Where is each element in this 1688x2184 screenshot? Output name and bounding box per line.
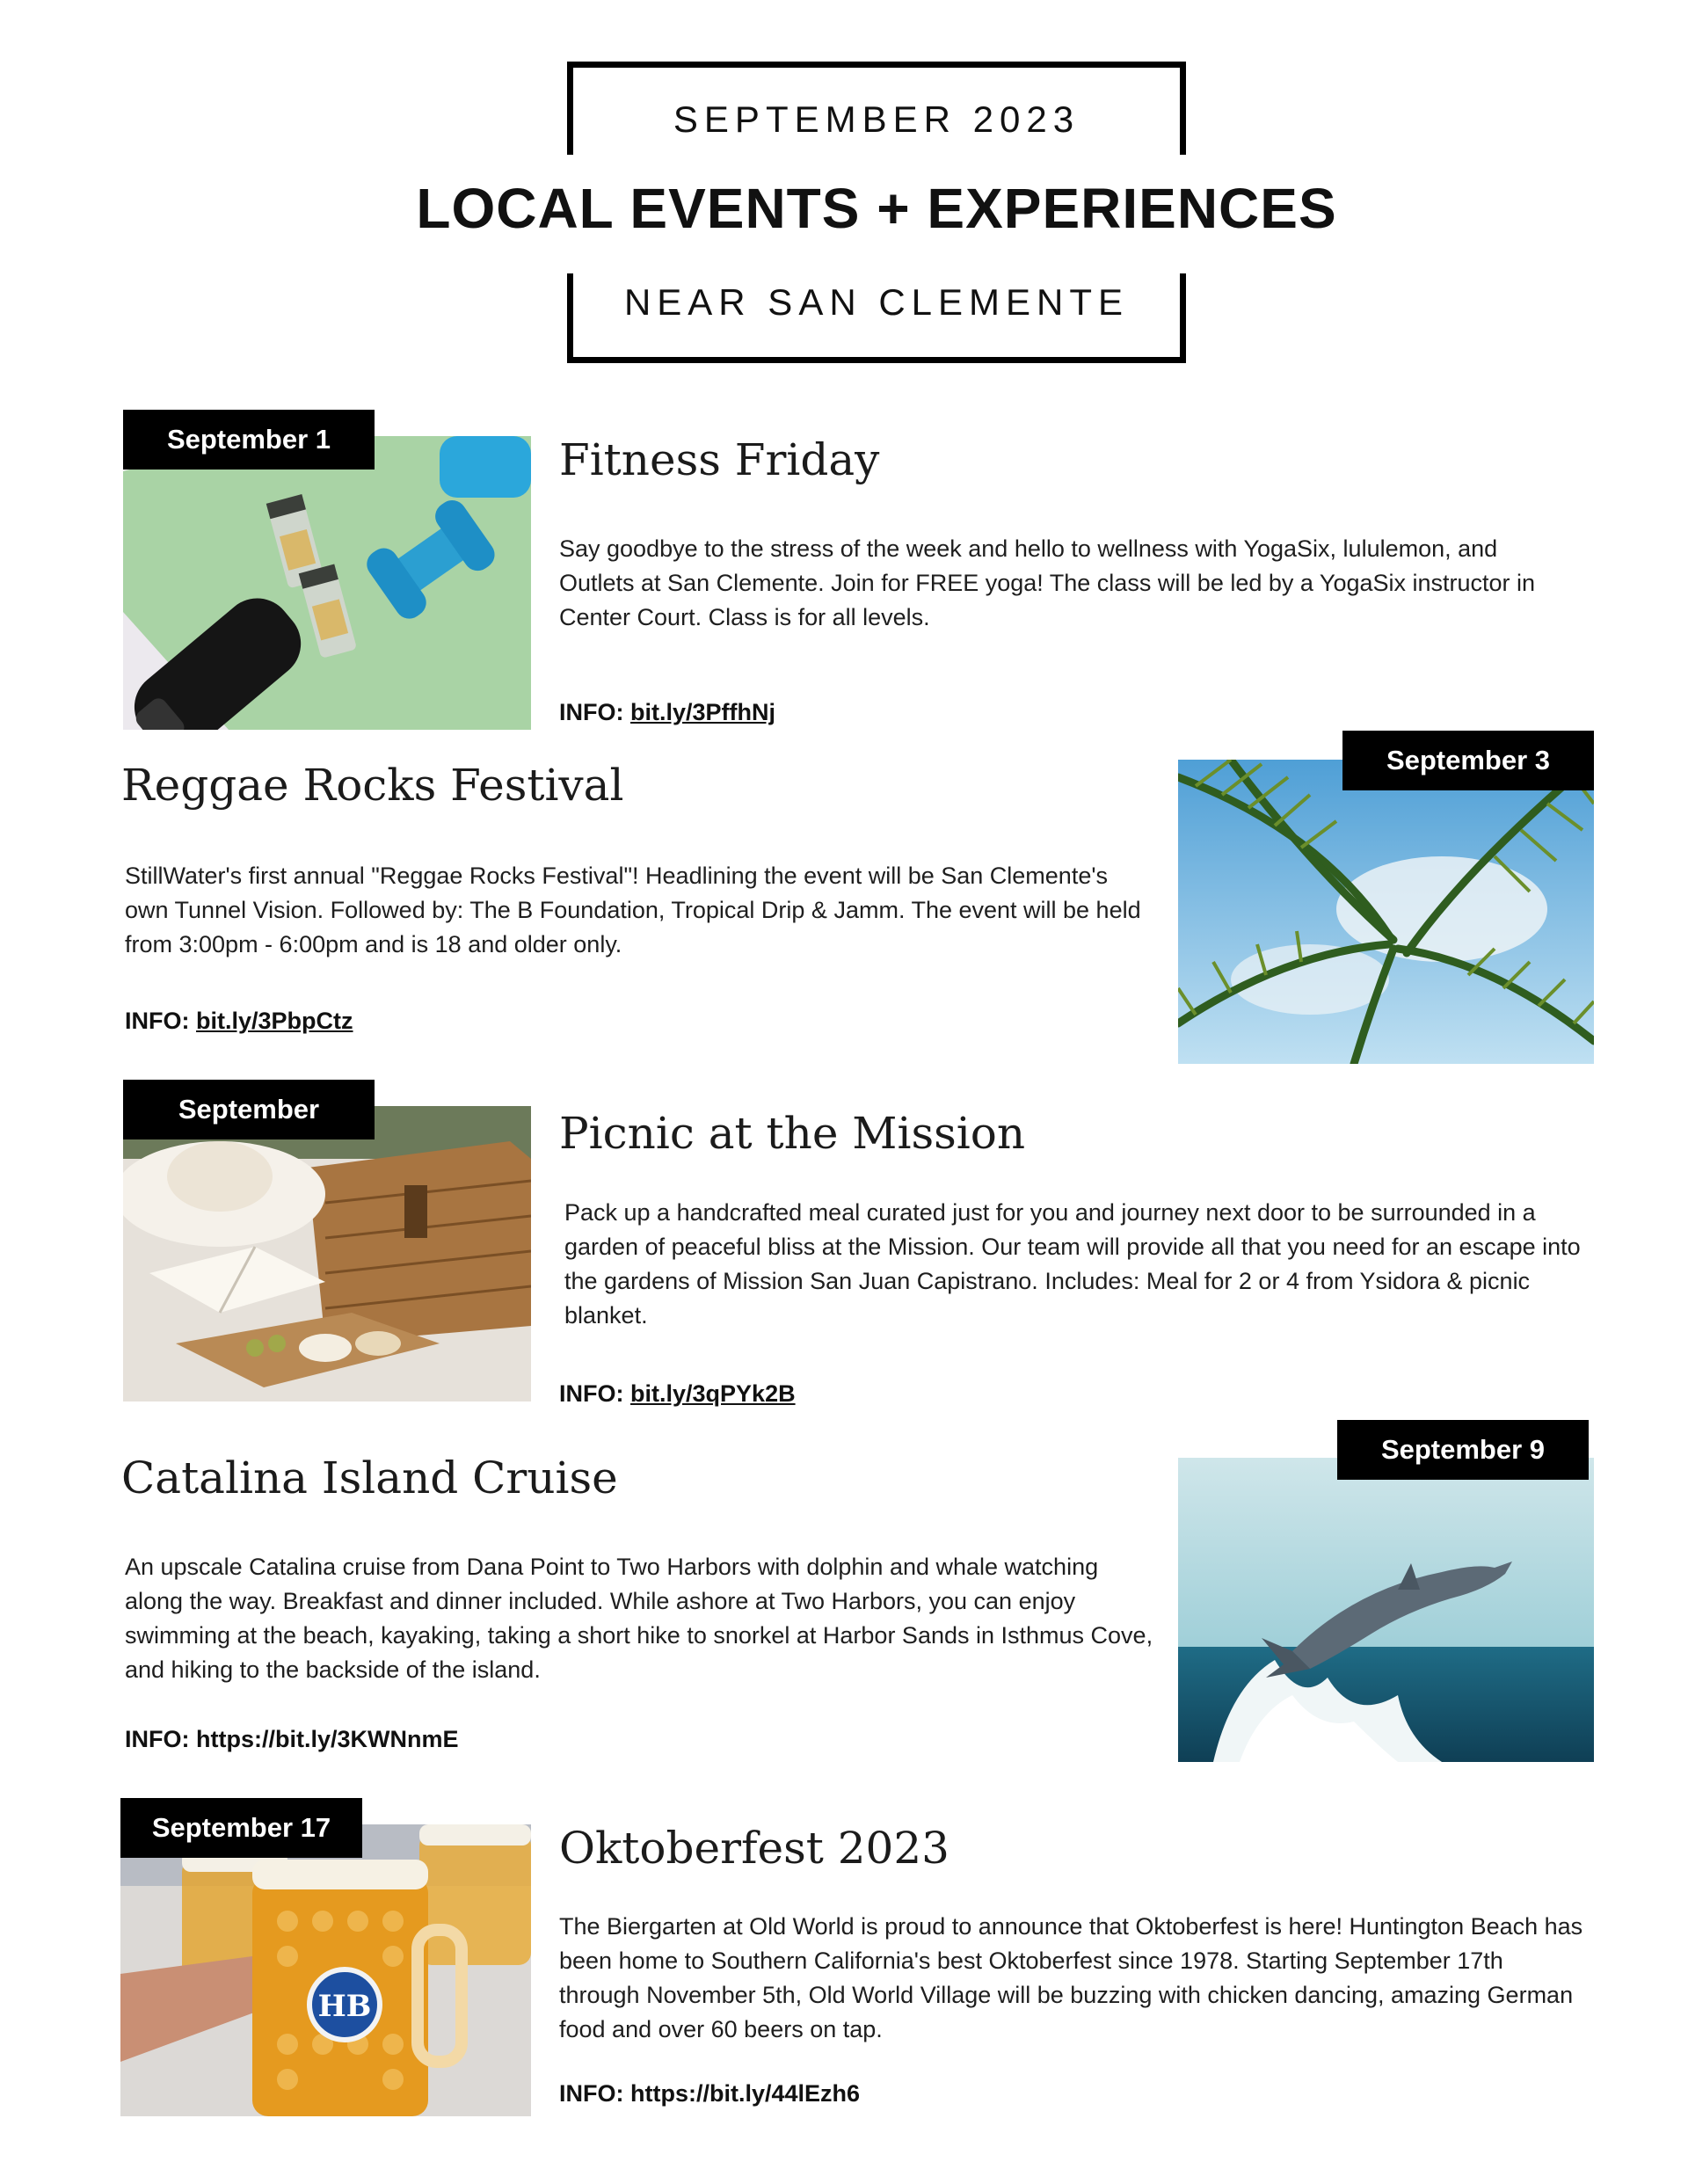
palm-tree-photo [1178,760,1594,1064]
event-description: Say goodbye to the stress of the week and hello to wellness with YogaSix, lululemon, and Outlets at San Clemente. Join for FREE yoga! The class will be led by a YogaSix instructor in Center Court. Class is for all levels. [559,535,1536,630]
event-description: StillWater's first annual "Reggae Rocks Festival"! Headlining the event will be San Clemente's own Tunnel Vision. Followed by: The B Foundation, Tropical Drip & Jamm. The event will be held from 3:00pm - 6:00pm and is 18 and older only. [125,863,1141,957]
date-badge: September 9 [1337,1420,1589,1480]
event-info [559,1380,796,1408]
event-title: Reggae Rocks Festival [121,760,624,811]
header-month: SEPTEMBER 2023 [673,98,1080,140]
date-badge: September 1 [123,410,375,470]
dolphin-photo [1178,1458,1594,1762]
event-title: Picnic at the Mission [559,1108,1026,1159]
date-badge: September 17 [120,1798,362,1858]
event-title: Catalina Island Cruise [121,1452,618,1503]
date-badge: September 3 [1342,731,1594,790]
info-label: INFO: [125,1008,190,1034]
hb-logo-text: HB [317,1989,372,2024]
event-description: An upscale Catalina cruise from Dana Point to Two Harbors with dolphin and whale watching along the way. Breakfast and dinner included. While ashore at Two Harbors, you can enjoy swimming at the beach, kayaking, taking a short hike to snorkel at Harbor Sands in Isthmus Cove, and hiking to the backside of the island. [125,1554,1153,1683]
picnic-photo [123,1106,531,1401]
event-info [125,1008,353,1035]
event-description: Pack up a handcrafted meal curated just for you and journey next door to be surrounded in a garden of peaceful bliss at the Mission. Our team will provide all that you need for an escape into the gardens of Mission San Juan Capistrano. Includes: Meal for 2 or 4 from Ysidora & picnic blanket. [564,1199,1581,1329]
date-badge: September [123,1080,375,1139]
event-info [559,2080,860,2108]
header-subtitle: NEAR SAN CLEMENTE [623,281,1130,323]
event-info [559,699,775,726]
event-link[interactable]: bit.ly/3PbpCtz [196,1008,353,1034]
event-description: The Biergarten at Old World is proud to announce that Oktoberfest is here! Huntington Beach has been home to Southern California's best Oktoberfest since 1978. Starting September 17th through November 5th, Old World Village will be buzzing with chicken dancing, amazing German food and over 60 beers on tap. [559,1913,1583,2042]
event-link[interactable]: bit.ly/3PffhNj [630,699,776,725]
page-title: LOCAL EVENTS + EXPERIENCES [416,177,1337,240]
fitness-photo [123,436,531,730]
info-label: INFO: [559,1380,624,1407]
event-link[interactable]: https://bit.ly/44lEzh6 [630,2080,861,2107]
info-label: INFO: [559,2080,624,2107]
event-title: Oktoberfest 2023 [559,1823,950,1874]
info-label: INFO: [559,699,624,725]
info-label: INFO: [125,1726,190,1752]
event-link[interactable]: bit.ly/3qPYk2B [630,1380,796,1407]
event-info [125,1726,459,1753]
beer-photo [120,1824,531,2116]
event-link[interactable]: https://bit.ly/3KWNnmE [196,1726,459,1752]
event-title: Fitness Friday [559,434,880,485]
